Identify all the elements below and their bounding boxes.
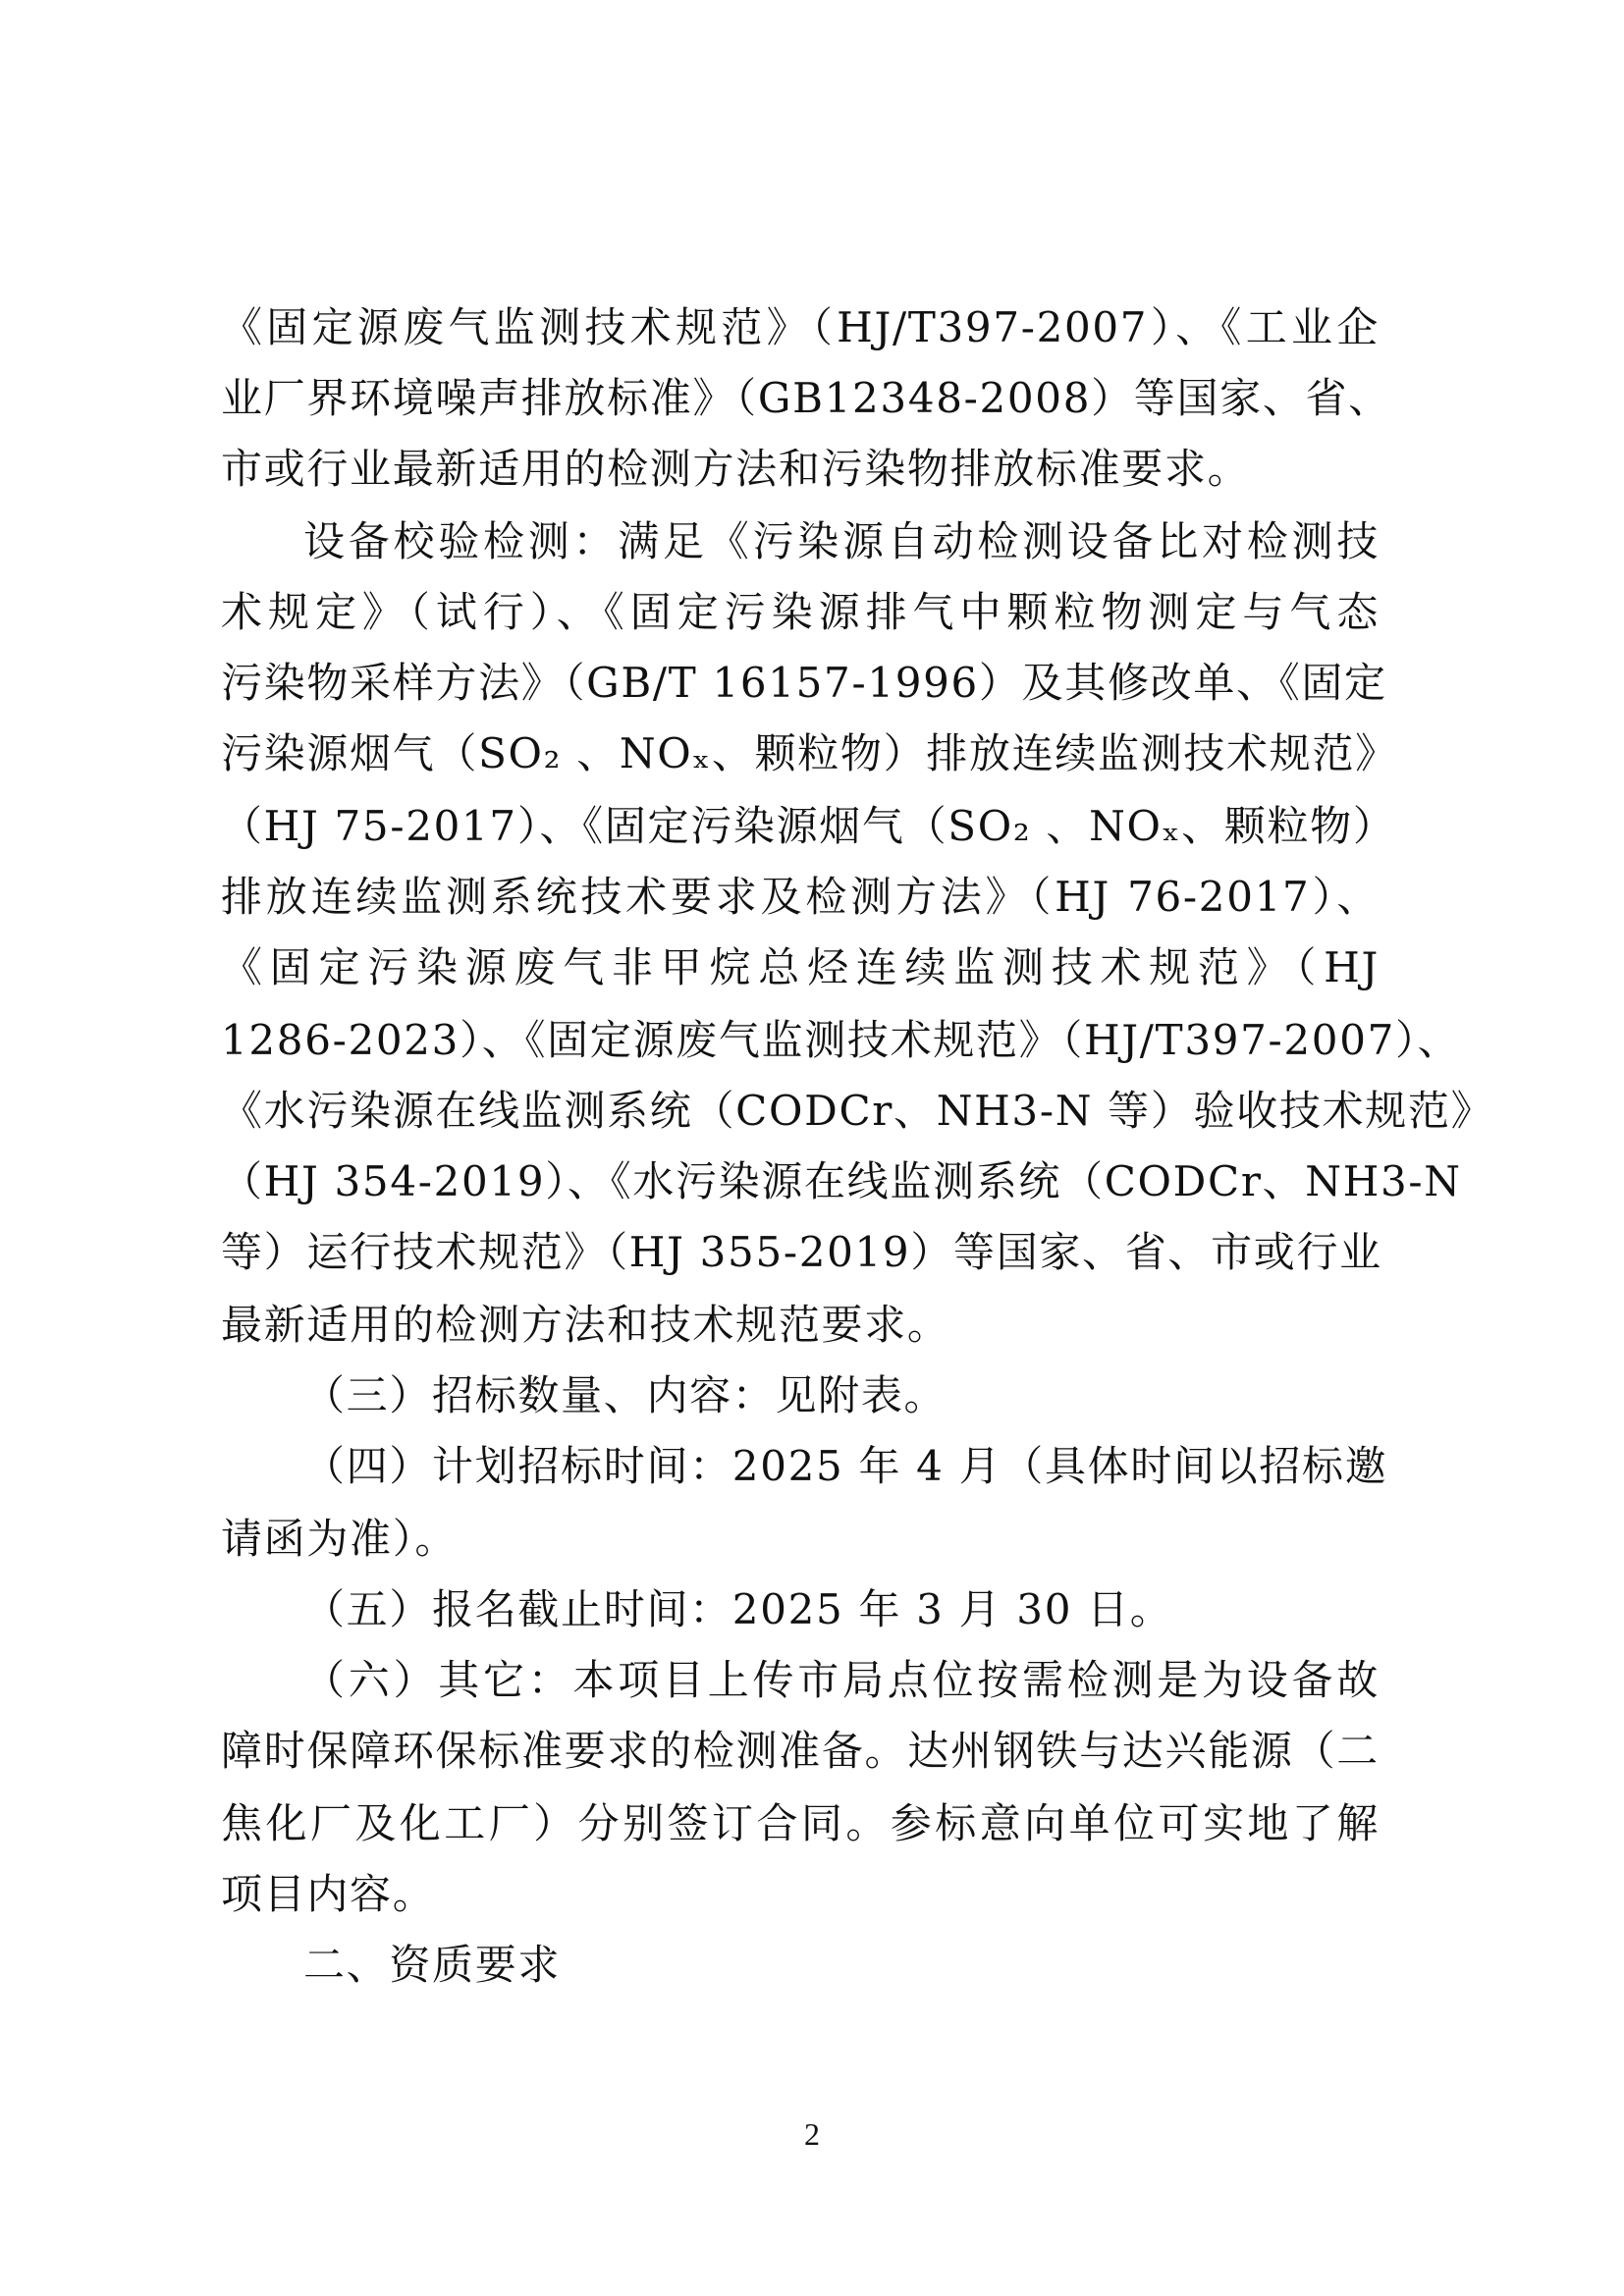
section-item-4: （四）计划招标时间：2025 年 4 月（具体时间以招标邀 xyxy=(303,1442,1388,1490)
text-line: 最新适用的检测方法和技术规范要求。 xyxy=(221,1301,950,1349)
text-line: （HJ 354-2019）、《水污染源在线监测系统（CODCr、NH3-N xyxy=(221,1157,1462,1205)
text-line: 障时保障环保标准要求的检测准备。达州钢铁与达兴能源（二 xyxy=(221,1727,1380,1775)
text-line: 焦化厂及化工厂）分别签订合同。参标意向单位可实地了解 xyxy=(221,1799,1380,1847)
text-line: 污染源烟气（SO₂ 、NOₓ、颗粒物）排放连续监测技术规范》 xyxy=(221,729,1398,777)
text-line: 请函为准）。 xyxy=(221,1515,459,1563)
section-item-3: （三）招标数量、内容：见附表。 xyxy=(303,1371,947,1419)
text-line: 等）运行技术规范》（HJ 355-2019）等国家、省、市或行业 xyxy=(221,1228,1382,1276)
text-line: 项目内容。 xyxy=(221,1870,436,1918)
text-line: 设备校验检测：满足《污染源自动检测设备比对检测技 xyxy=(303,517,1380,565)
text-line: 术规定》（试行）、《固定污染源排气中颗粒物测定与气态 xyxy=(221,588,1380,636)
text-line: 《固定源废气监测技术规范》（HJ/T397-2007）、《工业企 xyxy=(221,303,1380,351)
section-item-5: （五）报名截止时间：2025 年 3 月 30 日。 xyxy=(303,1585,1173,1633)
text-line: 《水污染源在线监测系统（CODCr、NH3-N 等）验收技术规范》 xyxy=(221,1087,1494,1135)
text-line: 《固定污染源废气非甲烷总烃连续监测技术规范》（HJ xyxy=(221,943,1380,991)
text-line: 市或行业最新适用的检测方法和污染物排放标准要求。 xyxy=(221,445,1251,493)
text-line: 业厂界环境噪声排放标准》（GB12348-2008）等国家、省、 xyxy=(221,374,1391,422)
text-line: 污染物采样方法》（GB/T 16157-1996）及其修改单、《固定 xyxy=(221,659,1387,707)
section-item-6: （六）其它：本项目上传市局点位按需检测是为设备故 xyxy=(303,1656,1380,1704)
text-line: 1286-2023）、《固定源废气监测技术规范》（HJ/T397-2007）、 xyxy=(221,1016,1461,1064)
section-heading-qualifications: 二、资质要求 xyxy=(303,1941,562,1989)
text-line: 排放连续监测系统技术要求及检测方法》（HJ 76-2017）、 xyxy=(221,873,1380,921)
page-number: 2 xyxy=(804,2116,820,2152)
text-line: （HJ 75-2017）、《固定污染源烟气（SO₂ 、NOₓ、颗粒物） xyxy=(221,802,1396,850)
